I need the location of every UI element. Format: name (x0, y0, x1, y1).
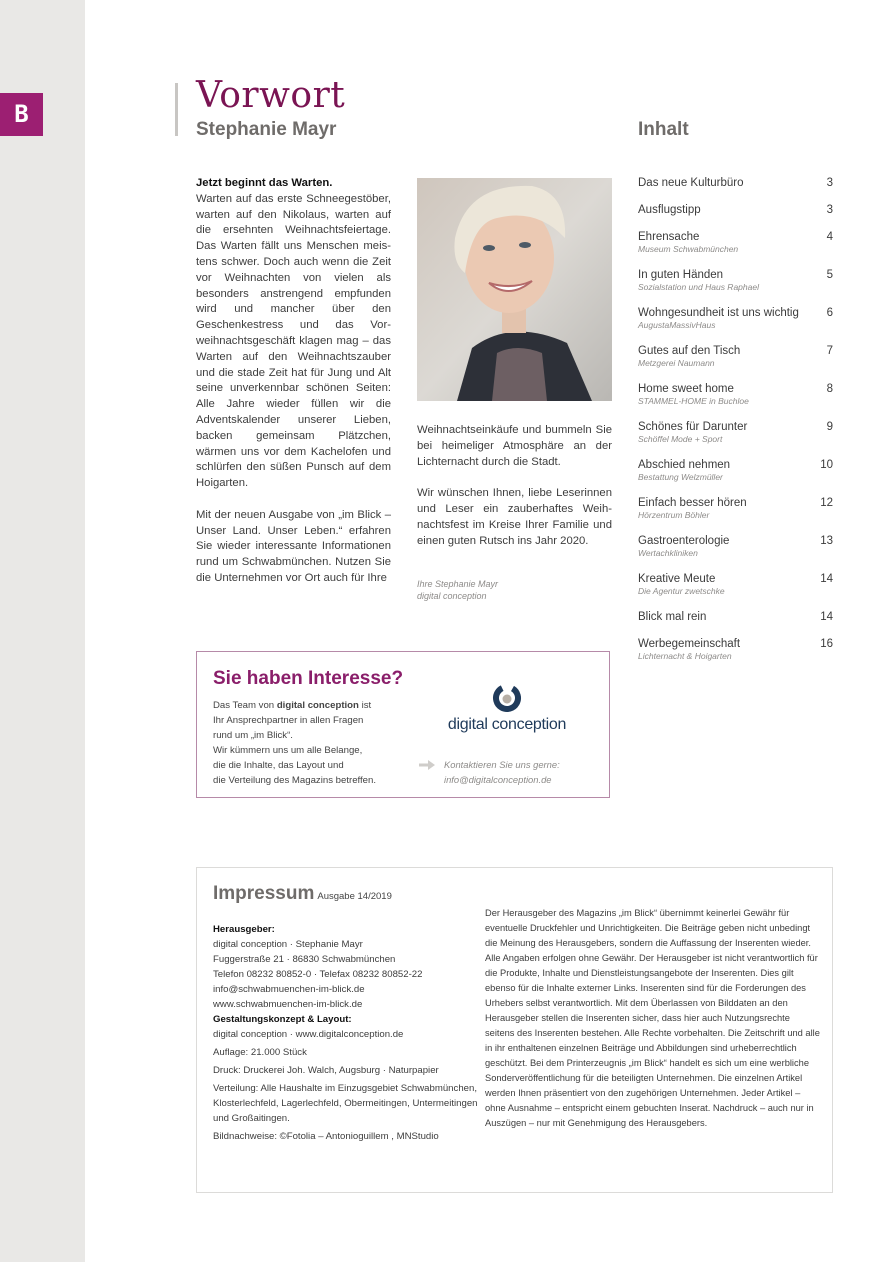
toc-page-number: 10 (820, 459, 833, 471)
text-line: die die Inhalte, das Layout und (213, 760, 344, 771)
toc-item[interactable] (638, 610, 833, 624)
publisher-line: Telefon 08232 80852-0 · Telefax 08232 80852-22 (213, 969, 423, 980)
publisher-line: Fuggerstraße 21 · 86830 Schwabmünchen (213, 954, 396, 965)
impressum-heading: Impressum (213, 883, 315, 904)
toc-title: Ausflugstipp (638, 204, 701, 216)
author-name: Stephanie Mayr (196, 119, 337, 140)
impressum-details (213, 922, 483, 1144)
foreword-column-2 (417, 423, 612, 565)
toc-item[interactable] (638, 420, 833, 445)
toc-page-number: 8 (826, 383, 833, 395)
impressum-title (213, 882, 392, 909)
toc-page-number: 3 (826, 177, 833, 189)
interest-box (196, 651, 610, 798)
toc-page-number: 12 (820, 497, 833, 509)
logo-mark-icon (437, 682, 577, 714)
toc-subtitle: Hörzentrum Böhler (638, 510, 710, 520)
foreword-column-1 (196, 176, 391, 603)
interest-text (213, 698, 403, 788)
text-fragment: Das Team von (213, 700, 277, 711)
signature-company: digital conception (417, 591, 487, 601)
foreword-paragraph: Warten auf das erste Schneegestöber, warten auf den Nikolaus, warten auf die ersehnten Weihnachtsfeiertage. Das Warten fällt uns Menschen meistens schwer. Doch auch wenn die Zeit vor Weihnachten von vielen als besonders anstrengend empfunden wird und mancher über den Geschenkestress und das Vorweihnachtsgeschäft klagen mag – das Warten auf den Weihnachtszauber und die stade Zeit hat für Jung und Alt seine unverkennbar schönen Seiten: Alle Jahre wieder füllen wir die Adventskalender unserer Lieben, backen gemeinsam Plätzchen, wärmen uns vor dem Kachelofen und schlürfen den süßen Punsch auf dem Hoigarten. (196, 192, 391, 490)
toc-subtitle: Sozialstation und Haus Raphael (638, 282, 759, 292)
text-line: rund um „im Blick“. (213, 730, 293, 741)
toc-page-number: 16 (820, 638, 833, 650)
foreword-lead: Jetzt beginnt das Warten. (196, 177, 333, 189)
foreword-paragraph: Wir wünschen Ihnen, liebe Leserinnen und Leser ein zauberhaftes Weihnachtsfest im Kreise Ihrer Familie und einen guten Rutsch ins Jahr 2020. (417, 487, 612, 547)
text-line: Wir kümmern uns um alle Belange, (213, 745, 363, 756)
toc-title: Werbegemeinschaft (638, 638, 741, 650)
page-margin (0, 0, 85, 1262)
toc-item[interactable] (638, 496, 833, 521)
toc-page-number: 7 (826, 345, 833, 357)
signature-name: Ihre Stephanie Mayr (417, 579, 499, 589)
table-of-contents (638, 176, 833, 675)
toc-row (638, 176, 833, 190)
toc-subtitle: Bestattung Welzmüller (638, 472, 723, 482)
toc-subtitle: Lichternacht & Hoigarten (638, 651, 732, 661)
toc-title: Abschied nehmen (638, 459, 731, 471)
toc-title: Ehrensache (638, 231, 700, 243)
toc-title: Gutes auf den Tisch (638, 345, 741, 357)
toc-row (638, 572, 833, 586)
toc-title: Das neue Kulturbüro (638, 177, 744, 189)
title-divider (175, 83, 178, 136)
toc-row (638, 382, 833, 396)
toc-title: Wohngesundheit ist uns wichtig (638, 307, 799, 319)
toc-page-number: 13 (820, 535, 833, 547)
toc-item[interactable] (638, 534, 833, 559)
impressum-box (196, 867, 833, 1193)
contact-label: Kontaktieren Sie uns gerne: (444, 759, 560, 770)
text-line: die Verteilung des Magazins betreffen. (213, 775, 377, 786)
toc-subtitle: Schöffel Mode + Sport (638, 434, 723, 444)
toc-row (638, 458, 833, 472)
toc-row (638, 268, 833, 282)
author-photo (417, 178, 612, 401)
distribution-info: Verteilung: Alle Haushalte im Einzugsgebiet Schwabmünchen, Klosterlechfeld, Lagerlechfeld, Obermeitingen, Untermeitingen und Großaitingen. (213, 1083, 478, 1124)
toc-item[interactable] (638, 458, 833, 483)
toc-title: In guten Händen (638, 269, 724, 281)
toc-item[interactable] (638, 637, 833, 662)
design-heading: Gestaltungskonzept & Layout: (213, 1014, 352, 1025)
design-line: digital conception · www.digitalconception.de (213, 1029, 404, 1040)
toc-page-number: 3 (826, 204, 833, 216)
arrow-right-icon (419, 760, 435, 770)
toc-title: Einfach besser hören (638, 497, 747, 509)
digital-conception-logo (437, 682, 577, 742)
toc-title: Schönes für Darunter (638, 421, 748, 433)
toc-row (638, 420, 833, 434)
toc-page-number: 14 (820, 611, 833, 623)
toc-row (638, 637, 833, 651)
toc-item[interactable] (638, 306, 833, 331)
toc-title: Gastroenterologie (638, 535, 730, 547)
toc-item[interactable] (638, 382, 833, 407)
foreword-paragraph: Weihnachtseinkäufe und bummeln Sie bei heimeliger Atmosphäre an der Lichternacht durch die Stadt. (417, 424, 612, 468)
toc-page-number: 5 (826, 269, 833, 281)
issue-number: Ausgabe 14/2019 (317, 891, 392, 902)
toc-row (638, 230, 833, 244)
toc-subtitle: Die Agentur zwetschke (638, 586, 725, 596)
toc-row (638, 534, 833, 548)
text-fragment: ist (358, 700, 372, 711)
publisher-line: digital conception · Stephanie Mayr (213, 939, 363, 950)
disclaimer: Der Herausgeber des Magazins „im Blick“ übernimmt keinerlei Gewähr für eventuelle Druckfehler und Unrichtigkeiten. Die Beiträge geben nicht unbedingt die Meinung des Herausgebers, sondern die Auffassung der Inserenten wieder. Alle Angaben erfolgen ohne Gewähr. Der Herausgeber ist nicht verantwortlich für die Produkte, Inhalte und Dienstleistungsangebote der Inserenten. Dies gilt ebenso für die Inhalte externer Links. Inserenten sind für die Forderungen des Urhebers selbst verantwortlich. Mit dem Überlassen von Bilddaten an den Herausgeber stellen die Inserenten sicher, dass hier auch Nutzungsrechte seitens des Inserenten bestehen. Alle Rechte vorbehalten. Die Zeitschrift und alle in ihr enthaltenen einzelnen Beiträge und Abbildungen sind urheberrechtlich geschützt. Bei dem Printerzeugnis „im Blick“ handelt es sich um eine werbliche Sonderveröffentlichung für die beteiligten Unternehmen. Die einzelnen Artikel werden Ihnen präsentiert von den zugehörigen Unternehmen. Jeder Artikel – ohne Ausnahme – entspricht einem gebuchten Inserat. Nachdruck – auch nur in Auszügen – nur mit Genehmigung des Herausgebers. (485, 908, 820, 1128)
toc-title: Home sweet home (638, 383, 734, 395)
foreword-paragraph: Mit der neuen Ausgabe von „im Blick – Unser Land. Unser Leben.“ erfahren Sie wieder interessante Informationen rund um Schwabmünchen. Nutzen Sie die Unternehmen vor Ort auch für Ihre (196, 508, 391, 584)
company-name: digital conception (276, 700, 359, 711)
toc-item[interactable] (638, 230, 833, 255)
toc-item[interactable] (638, 344, 833, 369)
toc-row (638, 610, 833, 624)
toc-row (638, 306, 833, 320)
image-credits: Bildnachweise: ©Fotolia – Antonioguillem , MNStudio (213, 1131, 439, 1142)
contact-info (444, 757, 560, 787)
publisher-email[interactable]: info@schwabmuenchen-im-blick.de (213, 984, 365, 995)
toc-subtitle: STAMMEL-HOME in Buchloe (638, 396, 749, 406)
page-title: Vorwort (196, 75, 346, 116)
page-number-tab: B (0, 93, 43, 136)
toc-page-number: 4 (826, 231, 833, 243)
publisher-website[interactable]: www.schwabmuenchen-im-blick.de (213, 999, 363, 1010)
text-line: Ihr Ansprechpartner in allen Fragen (213, 715, 364, 726)
toc-subtitle: AugustaMassivHaus (638, 320, 716, 330)
publisher-heading: Herausgeber: (213, 924, 275, 935)
toc-item[interactable] (638, 572, 833, 597)
contact-email[interactable]: info@digitalconception.de (444, 774, 552, 785)
toc-item[interactable] (638, 268, 833, 293)
signature (417, 578, 498, 602)
logo-text: digital conception (447, 716, 567, 733)
toc-row (638, 496, 833, 510)
toc-page-number: 9 (826, 421, 833, 433)
toc-row (638, 203, 833, 217)
toc-page-number: 14 (820, 573, 833, 585)
interest-title: Sie haben Interesse? (213, 668, 404, 689)
circulation: Auflage: 21.000 Stück (213, 1047, 307, 1058)
toc-subtitle: Museum Schwabmünchen (638, 244, 739, 254)
toc-row (638, 344, 833, 358)
toc-subtitle: Metzgerei Naumann (638, 358, 715, 368)
print-info: Druck: Druckerei Joh. Walch, Augsburg · Naturpapier (213, 1065, 439, 1076)
toc-item[interactable] (638, 176, 833, 190)
toc-item[interactable] (638, 203, 833, 217)
toc-subtitle: Wertachkliniken (638, 548, 698, 558)
toc-page-number: 6 (826, 307, 833, 319)
toc-title: Kreative Meute (638, 573, 716, 585)
toc-title: Inhalt (638, 119, 689, 140)
toc-title: Blick mal rein (638, 611, 707, 623)
